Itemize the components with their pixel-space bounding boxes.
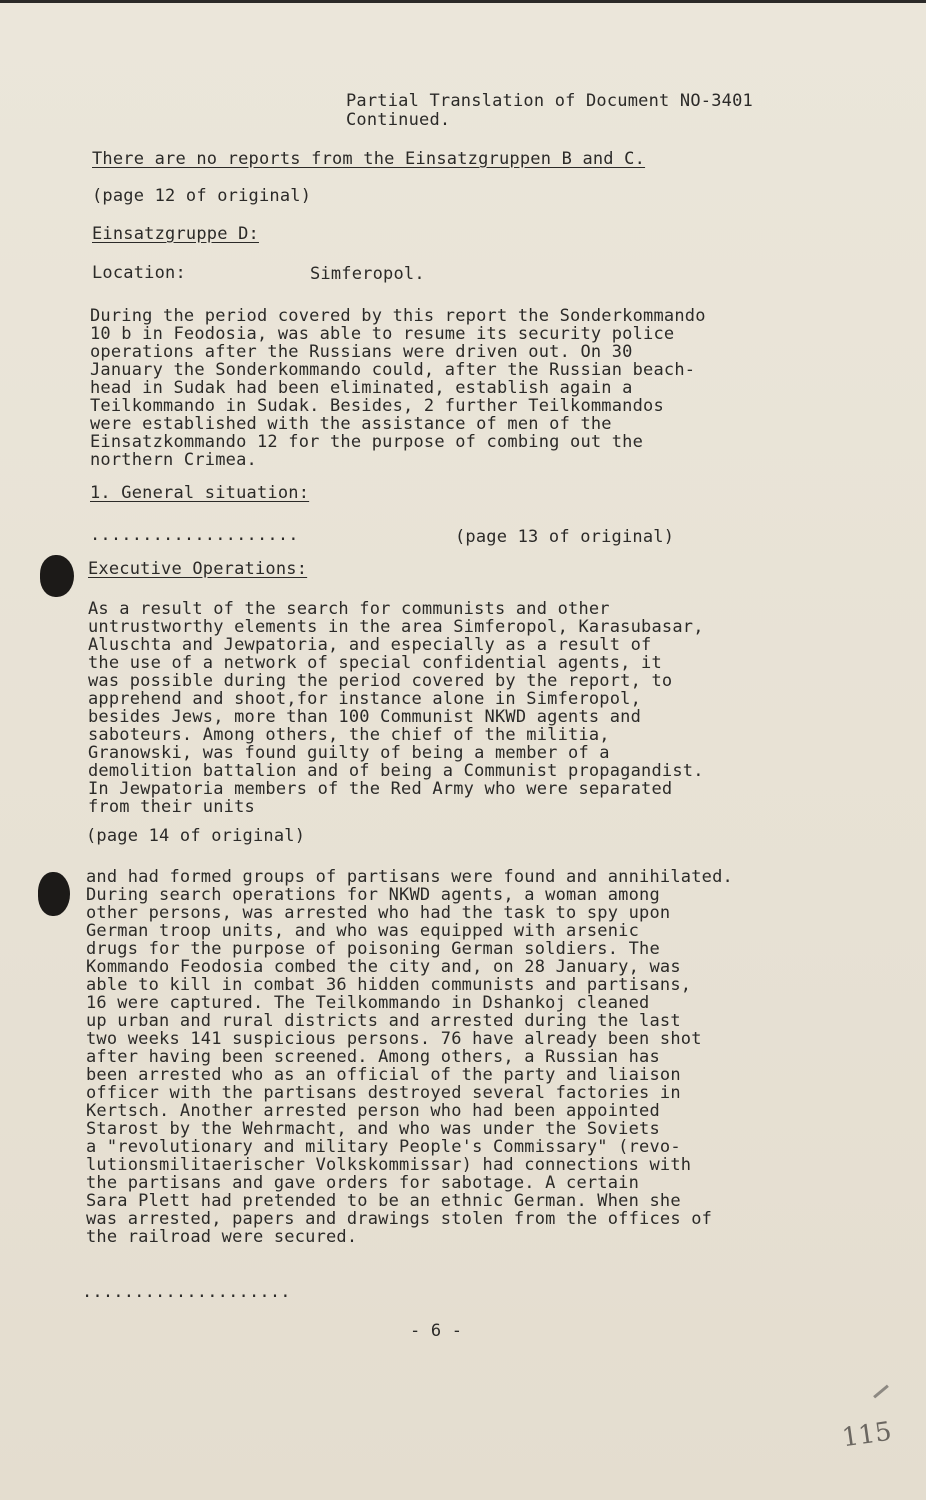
text-line: operations after the Russians were driven out. On 30 <box>90 342 633 362</box>
text-line: lutionsmilitaerischer Volkskommissar) had connections with <box>86 1155 692 1175</box>
text-line: officer with the partisans destroyed several factories in <box>86 1083 681 1103</box>
page-ref-12: (page 12 of original) <box>92 186 312 206</box>
text-line: During the period covered by this report the Sonderkommando <box>90 306 706 326</box>
no-reports-line: There are no reports from the Einsatzgruppen B and C. <box>92 149 646 169</box>
text-line: saboteurs. Among others, the chief of the militia, <box>88 725 610 745</box>
text-line: northern Crimea. <box>90 450 257 470</box>
text-line: able to kill in combat 36 hidden communists and partisans, <box>86 975 692 995</box>
page-number: - 6 - <box>410 1321 463 1341</box>
text-line: a "revolutionary and military People's Commissary" (revo- <box>86 1137 681 1157</box>
text-line: Granowski, was found guilty of being a member of a <box>88 743 610 763</box>
text-line: two weeks 141 suspicious persons. 76 have already been shot <box>86 1029 702 1049</box>
text-line: January the Sonderkommando could, after the Russian beach- <box>90 360 696 380</box>
executive-operations-heading: Executive Operations: <box>88 559 308 579</box>
text-line: Sara Plett had pretended to be an ethnic German. When she <box>86 1191 681 1211</box>
text-line: from their units <box>88 797 255 817</box>
header-continued: Continued. <box>346 110 451 130</box>
text-line: drugs for the purpose of poisoning German soldiers. The <box>86 939 660 959</box>
text-line: the use of a network of special confidential agents, it <box>88 653 662 673</box>
text-line: was possible during the period covered by the report, to <box>88 671 673 691</box>
text-line: Kommando Feodosia combed the city and, on 28 January, was <box>86 957 681 977</box>
text-line: the railroad were secured. <box>86 1227 358 1247</box>
document-header <box>346 92 753 130</box>
text-line: As a result of the search for communists and other <box>88 599 610 619</box>
text-line: 16 were captured. The Teilkommando in Dshankoj cleaned <box>86 993 650 1013</box>
text-line: was arrested, papers and drawings stolen from the offices of <box>86 1209 713 1229</box>
text-line: after having been screened. Among others, a Russian has <box>86 1047 660 1067</box>
text-line: and had formed groups of partisans were found and annihilated. <box>86 867 733 887</box>
text-line: During search operations for NKWD agents, a woman among <box>86 885 660 905</box>
text-line: Starost by the Wehrmacht, and who was under the Soviets <box>86 1119 660 1139</box>
text-line: In Jewpatoria members of the Red Army who were separated <box>88 779 673 799</box>
location-label: Location: <box>92 263 186 283</box>
location-value: Simferopol. <box>310 264 425 284</box>
group-heading: Einsatzgruppe D: <box>92 224 259 244</box>
top-border <box>0 0 926 3</box>
handwritten-number: 115 <box>840 1416 894 1454</box>
text-line: German troop units, and who was equipped with arsenic <box>86 921 640 941</box>
text-line: Teilkommando in Sudak. Besides, 2 further Teilkommandos <box>90 396 664 416</box>
text-line: besides Jews, more than 100 Communist NKWD agents and <box>88 707 642 727</box>
text-line: the partisans and gave orders for sabotage. A certain <box>86 1173 640 1193</box>
text-line: were established with the assistance of men of the <box>90 414 612 434</box>
text-line: Kertsch. Another arrested person who had been appointed <box>86 1101 660 1121</box>
text-line: Aluschta and Jewpatoria, and especially as a result of <box>88 635 652 655</box>
text-line: head in Sudak had been eliminated, establish again a <box>90 378 633 398</box>
text-line: apprehend and shoot,for instance alone in Simferopol, <box>88 689 642 709</box>
text-line: untrustworthy elements in the area Simferopol, Karasubasar, <box>88 617 704 637</box>
page-ref-14: (page 14 of original) <box>86 826 306 846</box>
text-line: demolition battalion and of being a Communist propagandist. <box>88 761 704 781</box>
text-line: Einsatzkommando 12 for the purpose of combing out the <box>90 432 644 452</box>
general-situation-heading: 1. General situation: <box>90 483 310 503</box>
text-line: been arrested who as an official of the party and liaison <box>86 1065 681 1085</box>
omission-dots-1: .................... <box>90 525 299 545</box>
continuation-paragraph <box>86 868 786 1246</box>
pencil-mark <box>873 1385 889 1399</box>
punch-hole <box>38 872 70 916</box>
omission-dots-2: .................... <box>82 1282 291 1302</box>
intro-paragraph <box>90 307 790 469</box>
page-ref-13: (page 13 of original) <box>455 527 675 547</box>
header-title: Partial Translation of Document NO-3401 <box>346 91 753 111</box>
text-line: 10 b in Feodosia, was able to resume its security police <box>90 324 675 344</box>
punch-hole <box>40 555 74 597</box>
executive-paragraph <box>88 600 788 816</box>
text-line: other persons, was arrested who had the task to spy upon <box>86 903 671 923</box>
text-line: up urban and rural districts and arrested during the last <box>86 1011 681 1031</box>
